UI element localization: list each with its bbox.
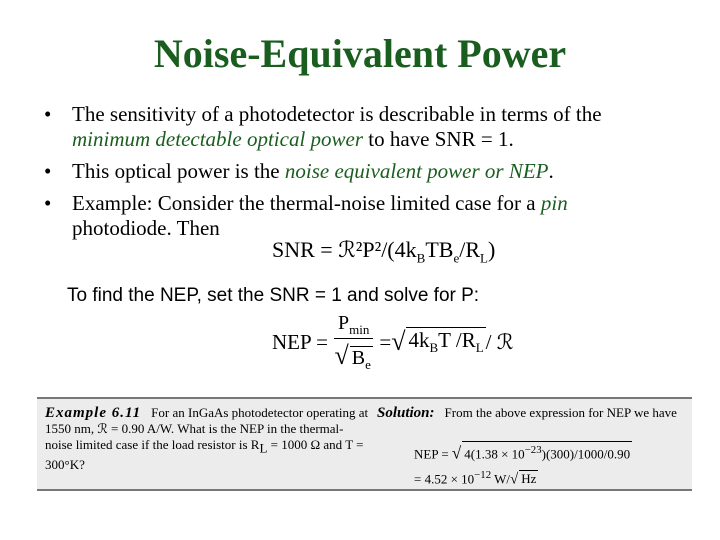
bullet-icon: • — [44, 191, 52, 215]
bullet-emphasis: noise equivalent power or NEP — [284, 159, 549, 183]
formula-subscript: B — [416, 250, 426, 266]
bullet-text: This optical power is the — [72, 159, 285, 183]
bullet-list — [44, 102, 694, 248]
solution-line-1: NEP = √ $4(1.38 \times 10^{-23})(300)/1000/0.90$ — [414, 441, 632, 462]
example-subscript: L — [259, 440, 268, 456]
example-text: = 1000 Ω and T = 300°K? — [45, 437, 364, 472]
bullet-text: to have SNR = 1. — [363, 127, 514, 151]
fraction-numerator: $P_{min}$ — [334, 312, 373, 339]
example-box — [37, 397, 692, 491]
bullet-item — [44, 159, 694, 184]
formula-part: /R — [459, 237, 481, 262]
formula-subscript: L — [480, 250, 488, 266]
example-solution — [377, 405, 687, 488]
slide-title: Noise-Equivalent Power — [153, 31, 567, 76]
sqrt-icon: √ — [391, 327, 406, 356]
formula-part: ℛ²P²/(4k — [338, 237, 417, 262]
bullet-text: . — [548, 159, 554, 183]
bullet-icon: • — [44, 102, 52, 126]
bullet-text: The sensitivity of a photodetector is describable in terms of the — [72, 102, 602, 126]
example-problem — [45, 405, 370, 473]
formula-equals: = — [379, 329, 392, 354]
bullet-emphasis: pin — [540, 191, 568, 215]
sqrt-icon: √ — [334, 340, 349, 370]
solution-heading: Solution: — [377, 405, 435, 421]
bullet-item — [44, 102, 694, 152]
example-text: For an InGaAs photodetector operating at 1550 nm, ℛ = 0.90 A/W. What is the NEP in the thermal-noise limited case if the load resistor is R — [45, 405, 369, 452]
solution-text: From the above expression for NEP we have — [444, 405, 677, 420]
formula-part: ) — [487, 237, 496, 262]
bullet-emphasis: minimum detectable optical power — [72, 127, 364, 151]
sqrt-icon: √ — [510, 471, 519, 488]
solution-line-2: = $4.52 \times 10^{-12}$ W/√ Hz — [414, 469, 537, 488]
formula-part: / ℛ — [485, 329, 514, 354]
example-heading: Example 6.11 — [45, 405, 142, 421]
nep-fraction — [334, 312, 373, 373]
bullet-icon: • — [44, 159, 52, 183]
bullet-item — [44, 191, 694, 241]
snr-formula — [272, 237, 495, 266]
bullet-text: photodiode. Then — [72, 216, 220, 240]
radicand: $4k_BT$ $/R_L$ — [408, 328, 484, 356]
find-nep-text: To find the NEP, set the SNR = 1 and solve for P: — [67, 285, 480, 306]
nep-formula — [272, 310, 514, 374]
bullet-text: Example: Consider the thermal-noise limited case for a — [72, 191, 541, 215]
formula-part: TB — [425, 237, 454, 262]
fraction-denominator: √ $B_e$ — [334, 340, 371, 372]
sqrt-icon: √ — [451, 443, 462, 463]
formula-lhs: SNR = — [272, 237, 339, 262]
formula-lhs: NEP = — [272, 329, 328, 354]
formula-subscript: e — [453, 250, 460, 266]
